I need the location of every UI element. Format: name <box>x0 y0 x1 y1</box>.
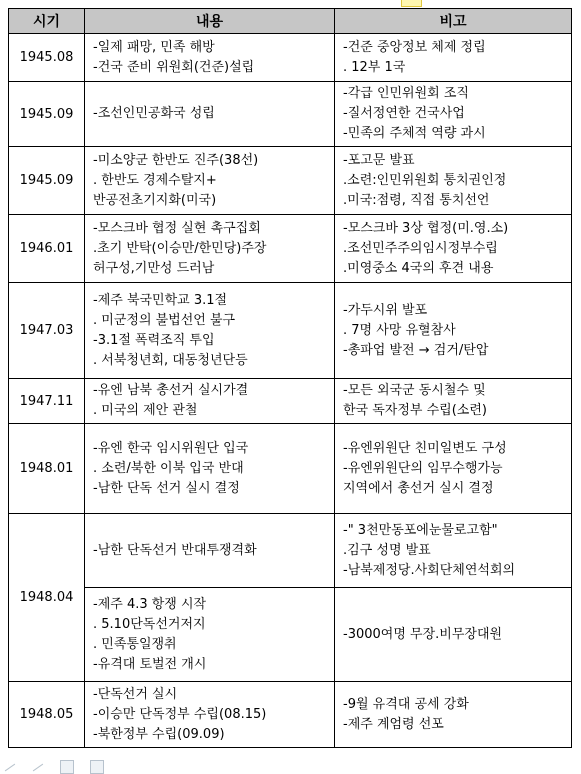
notes-cell <box>335 379 572 424</box>
content-line: -유엔 남북 총선거 실시가결 <box>93 383 249 398</box>
notes-line: -모든 외국군 동시철수 및 <box>343 383 486 398</box>
content-line: -일제 패망, 민족 해방 <box>93 39 215 55</box>
header-content: 내용 <box>85 9 335 34</box>
notes-line: .미영중소 4국의 후견 내용 <box>343 260 494 276</box>
notes-line: .미국:점령, 직접 통치선언 <box>343 192 490 208</box>
content-cell <box>85 82 335 147</box>
content-line: -조선인민공화국 성립 <box>93 106 215 121</box>
content-line: -남한 단독선거 반대투쟁격화 <box>93 542 257 558</box>
top-marker <box>401 0 422 7</box>
notes-line: -유엔위원단 친미일변도 구성 <box>343 440 507 456</box>
content-line: .초기 반탁(이승만/한민당)주장 <box>93 240 267 256</box>
content-cell <box>85 283 335 379</box>
notes-line: -각급 인민위원회 조직 <box>343 86 469 101</box>
notes-line: 지역에서 총선거 실시 결정 <box>343 480 494 496</box>
notes-line: -3000여명 무장.비무장대원 <box>343 626 503 642</box>
notes-cell <box>335 82 572 147</box>
notes-cell <box>335 283 572 379</box>
table-row <box>9 34 572 82</box>
table-row <box>9 379 572 424</box>
date-cell: 1946.01 <box>9 215 85 283</box>
notes-line: -민족의 주체적 역량 과시 <box>343 126 486 141</box>
content-cell <box>85 147 335 215</box>
notes-line: -건준 중앙정보 체제 정립 <box>343 39 486 55</box>
content-line: -제주 4.3 항쟁 시작 <box>93 596 207 612</box>
content-line: -이승만 단독정부 수립(08.15) <box>93 706 267 722</box>
content-cell <box>85 514 335 588</box>
header-notes: 비고 <box>335 9 572 34</box>
date-cell: 1947.03 <box>9 283 85 379</box>
date-cell: 1948.01 <box>9 424 85 514</box>
content-line: . 5.10단독선거저지 <box>93 616 206 632</box>
line-icon[interactable] <box>33 763 43 771</box>
date-cell: 1948.04 <box>9 514 85 682</box>
content-line: -제주 북국민학교 3.1절 <box>93 292 228 308</box>
content-line: . 미군정의 불법선언 불구 <box>93 312 236 328</box>
table-row <box>9 147 572 215</box>
notes-line: . 12부 1국 <box>343 59 406 75</box>
date-cell: 1945.09 <box>9 82 85 147</box>
header-period: 시기 <box>9 9 85 34</box>
page-icon[interactable] <box>60 760 74 774</box>
content-cell <box>85 424 335 514</box>
notes-line: . 7명 사망 유혈참사 <box>343 322 456 338</box>
notes-line: .조선민주주의임시정부수립 <box>343 240 498 256</box>
content-line: . 소련/북한 이북 입국 반대 <box>93 460 244 476</box>
date-cell: 1947.11 <box>9 379 85 424</box>
content-line: . 한반도 경제수탈지+ <box>93 172 217 188</box>
table-row <box>9 588 572 682</box>
notes-line: -포고문 발표 <box>343 152 415 168</box>
content-line: -단독선거 실시 <box>93 686 178 702</box>
notes-line: -총파업 발전 → 검거/탄압 <box>343 342 489 358</box>
window-icon[interactable] <box>90 760 104 774</box>
date-cell: 1945.09 <box>9 147 85 215</box>
content-line: -북한정부 수립(09.09) <box>93 726 225 742</box>
table-row <box>9 215 572 283</box>
notes-line: 한국 독자정부 수립(소련) <box>343 403 487 418</box>
notes-line: -제주 계엄령 선포 <box>343 716 444 732</box>
content-line: . 서북청년회, 대동청년단등 <box>93 352 248 368</box>
content-cell <box>85 588 335 682</box>
notes-cell <box>335 682 572 748</box>
notes-cell <box>335 215 572 283</box>
notes-line: .김구 성명 발표 <box>343 542 431 558</box>
table-row <box>9 682 572 748</box>
content-line: -유격대 토벌전 개시 <box>93 656 207 672</box>
content-line: -모스크바 협정 실현 촉구집회 <box>93 220 261 236</box>
content-line: -유엔 한국 임시위원단 입국 <box>93 440 249 456</box>
date-cell: 1948.05 <box>9 682 85 748</box>
date-cell: 1945.08 <box>9 34 85 82</box>
notes-cell <box>335 34 572 82</box>
content-line: -건국 준비 위원회(건준)설립 <box>93 59 255 75</box>
history-table <box>8 8 572 748</box>
content-line: . 민족통일쟁취 <box>93 636 177 652</box>
notes-line: -" 3천만동포에눈물로고함" <box>343 522 498 538</box>
notes-line: -남북제정당.사회단체연석회의 <box>343 562 516 578</box>
content-line: 반공전초기지화(미국) <box>93 192 217 208</box>
footer-toolbar <box>4 760 144 774</box>
content-cell <box>85 682 335 748</box>
notes-line: -가두시위 발포 <box>343 302 428 318</box>
notes-line: -유엔위원단의 임무수행가능 <box>343 460 503 476</box>
notes-cell <box>335 147 572 215</box>
content-cell <box>85 379 335 424</box>
table-row <box>9 283 572 379</box>
pen-icon[interactable] <box>5 763 15 771</box>
notes-cell <box>335 514 572 588</box>
table-row <box>9 424 572 514</box>
content-line: . 미국의 제안 관철 <box>93 403 198 418</box>
notes-cell <box>335 588 572 682</box>
notes-line: -질서정연한 건국사업 <box>343 106 465 121</box>
notes-line: -모스크바 3상 협정(미.영.소) <box>343 220 509 236</box>
content-cell <box>85 215 335 283</box>
content-line: -남한 단독 선거 실시 결정 <box>93 480 240 496</box>
notes-line: .소련:인민위원회 통치권인정 <box>343 172 507 188</box>
content-line: -3.1절 폭력조직 투입 <box>93 332 215 348</box>
table-row <box>9 82 572 147</box>
content-cell <box>85 34 335 82</box>
content-line: -미소양군 한반도 진주(38선) <box>93 152 259 168</box>
table-row <box>9 514 572 588</box>
content-line: 허구성,기만성 드러남 <box>93 260 215 276</box>
notes-line: -9월 유격대 공세 강화 <box>343 696 469 712</box>
header-row <box>9 9 572 34</box>
notes-cell <box>335 424 572 514</box>
